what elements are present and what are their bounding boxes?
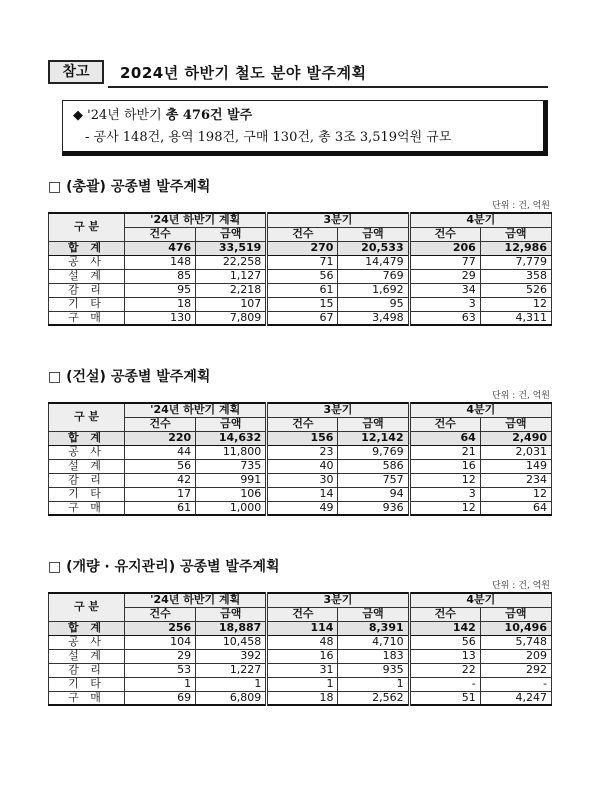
table-row xyxy=(49,255,552,269)
q3-amount-cell: 8,391 xyxy=(338,621,409,635)
q4-amount-cell: 4,247 xyxy=(480,691,551,705)
q4-count-cell: 21 xyxy=(409,445,480,459)
header-category: 구 분 xyxy=(49,403,125,431)
row-label: 설 계 xyxy=(49,649,125,663)
q3-count-cell: 114 xyxy=(267,621,338,635)
q4-count-cell: 64 xyxy=(409,431,480,445)
header-h2-plan: '24년 하반기 계획 xyxy=(125,213,267,227)
q4-amount-cell: 12 xyxy=(480,297,551,311)
q3-count-cell: 67 xyxy=(267,311,338,325)
header-category: 구 분 xyxy=(49,593,125,621)
table-row xyxy=(49,269,552,283)
q3-count-cell: 1 xyxy=(267,677,338,691)
q3-amount-cell: 586 xyxy=(338,459,409,473)
h2-amount-cell: 6,809 xyxy=(196,691,267,705)
q4-amount-cell: 526 xyxy=(480,283,551,297)
h2-amount-cell: 392 xyxy=(196,649,267,663)
h2-amount-cell: 14,632 xyxy=(196,431,267,445)
document-title: 2024년 하반기 철도 분야 발주계획 xyxy=(120,64,367,82)
q3-count-cell: 49 xyxy=(267,501,338,515)
q3-amount-cell: 2,562 xyxy=(338,691,409,705)
q4-count-cell: 77 xyxy=(409,255,480,269)
q4-count-cell: 56 xyxy=(409,635,480,649)
header-q3: 3분기 xyxy=(267,213,409,227)
header-amount: 금액 xyxy=(338,227,409,241)
q3-count-cell: 48 xyxy=(267,635,338,649)
table-row xyxy=(49,663,552,677)
h2-amount-cell: 1,227 xyxy=(196,663,267,677)
q4-count-cell: 12 xyxy=(409,473,480,487)
plan-table xyxy=(48,402,552,516)
q4-amount-cell: 2,031 xyxy=(480,445,551,459)
table-row xyxy=(49,649,552,663)
header-q3: 3분기 xyxy=(267,403,409,417)
q4-amount-cell: 4,311 xyxy=(480,311,551,325)
q3-amount-cell: 1 xyxy=(338,677,409,691)
summary-line-2: - 공사 148건, 용역 198건, 구매 130건, 총 3조 3,519억원 규모 xyxy=(85,130,452,145)
q3-amount-cell: 20,533 xyxy=(338,241,409,255)
q4-count-cell: 22 xyxy=(409,663,480,677)
h2-amount-cell: 1 xyxy=(196,677,267,691)
table-row xyxy=(49,297,552,311)
q4-count-cell: 206 xyxy=(409,241,480,255)
q3-count-cell: 30 xyxy=(267,473,338,487)
q4-count-cell: 3 xyxy=(409,487,480,501)
q4-amount-cell: 209 xyxy=(480,649,551,663)
header-amount: 금액 xyxy=(480,227,551,241)
header-q4: 4분기 xyxy=(409,213,551,227)
h2-count-cell: 256 xyxy=(125,621,196,635)
header-count: 건수 xyxy=(125,227,196,241)
q4-amount-cell: 10,496 xyxy=(480,621,551,635)
diamond-bullet-icon: ◆ xyxy=(73,108,83,123)
h2-amount-cell: 2,218 xyxy=(196,283,267,297)
q4-count-cell: 13 xyxy=(409,649,480,663)
table-row xyxy=(49,473,552,487)
q3-count-cell: 40 xyxy=(267,459,338,473)
header-q4: 4분기 xyxy=(409,403,551,417)
q4-count-cell: 51 xyxy=(409,691,480,705)
q4-amount-cell: 292 xyxy=(480,663,551,677)
row-label: 합 계 xyxy=(49,431,125,445)
h2-amount-cell: 735 xyxy=(196,459,267,473)
row-label: 합 계 xyxy=(49,241,125,255)
row-label: 공 사 xyxy=(49,635,125,649)
table-row xyxy=(49,431,552,445)
q3-amount-cell: 935 xyxy=(338,663,409,677)
q4-count-cell: 16 xyxy=(409,459,480,473)
q4-amount-cell: 149 xyxy=(480,459,551,473)
q3-count-cell: 71 xyxy=(267,255,338,269)
q4-count-cell: 29 xyxy=(409,269,480,283)
header-count: 건수 xyxy=(125,417,196,431)
h2-count-cell: 42 xyxy=(125,473,196,487)
reference-badge: 참고 xyxy=(48,60,104,84)
h2-count-cell: 44 xyxy=(125,445,196,459)
header-count: 건수 xyxy=(409,607,480,621)
row-label: 감 리 xyxy=(49,473,125,487)
row-label: 설 계 xyxy=(49,459,125,473)
row-label: 합 계 xyxy=(49,621,125,635)
row-label: 공 사 xyxy=(49,445,125,459)
h2-amount-cell: 1,127 xyxy=(196,269,267,283)
h2-count-cell: 220 xyxy=(125,431,196,445)
q3-amount-cell: 3,498 xyxy=(338,311,409,325)
section-title: □ (건설) 공종별 발주계획 xyxy=(48,369,211,385)
table-row xyxy=(49,311,552,325)
q3-amount-cell: 9,769 xyxy=(338,445,409,459)
q3-count-cell: 56 xyxy=(267,269,338,283)
h2-count-cell: 95 xyxy=(125,283,196,297)
h2-amount-cell: 10,458 xyxy=(196,635,267,649)
q4-amount-cell: 12 xyxy=(480,487,551,501)
header-category: 구 분 xyxy=(49,213,125,241)
table-row xyxy=(49,241,552,255)
unit-label: 단위 : 건, 억원 xyxy=(492,391,550,401)
q3-amount-cell: 94 xyxy=(338,487,409,501)
q3-count-cell: 156 xyxy=(267,431,338,445)
summary-box xyxy=(62,100,548,156)
q3-count-cell: 18 xyxy=(267,691,338,705)
header-count: 건수 xyxy=(409,227,480,241)
plan-table xyxy=(48,212,552,326)
row-label: 설 계 xyxy=(49,269,125,283)
h2-amount-cell: 33,519 xyxy=(196,241,267,255)
header-h2-plan: '24년 하반기 계획 xyxy=(125,593,267,607)
row-label: 기 타 xyxy=(49,487,125,501)
q4-count-cell: 142 xyxy=(409,621,480,635)
row-label: 구 매 xyxy=(49,691,125,705)
table-row xyxy=(49,635,552,649)
table-row xyxy=(49,283,552,297)
h2-amount-cell: 18,887 xyxy=(196,621,267,635)
plan-table xyxy=(48,592,552,706)
header-amount: 금액 xyxy=(338,607,409,621)
h2-amount-cell: 22,258 xyxy=(196,255,267,269)
q3-amount-cell: 14,479 xyxy=(338,255,409,269)
h2-count-cell: 69 xyxy=(125,691,196,705)
q4-amount-cell: - xyxy=(480,677,551,691)
q3-count-cell: 31 xyxy=(267,663,338,677)
title-underline xyxy=(108,86,548,88)
q4-amount-cell: 358 xyxy=(480,269,551,283)
table-row xyxy=(49,501,552,515)
h2-amount-cell: 107 xyxy=(196,297,267,311)
header-q4: 4분기 xyxy=(409,593,551,607)
header-h2-plan: '24년 하반기 계획 xyxy=(125,403,267,417)
summary-prefix: '24년 하반기 xyxy=(87,108,162,123)
row-label: 구 매 xyxy=(49,501,125,515)
section-title: □ (개량 · 유지관리) 공종별 발주계획 xyxy=(48,559,280,575)
q4-amount-cell: 234 xyxy=(480,473,551,487)
q4-amount-cell: 7,779 xyxy=(480,255,551,269)
h2-amount-cell: 7,809 xyxy=(196,311,267,325)
q3-amount-cell: 12,142 xyxy=(338,431,409,445)
h2-count-cell: 130 xyxy=(125,311,196,325)
row-label: 구 매 xyxy=(49,311,125,325)
q3-amount-cell: 1,692 xyxy=(338,283,409,297)
h2-amount-cell: 106 xyxy=(196,487,267,501)
q3-count-cell: 16 xyxy=(267,649,338,663)
row-label: 감 리 xyxy=(49,663,125,677)
header-amount: 금액 xyxy=(480,607,551,621)
header-count: 건수 xyxy=(267,227,338,241)
header-count: 건수 xyxy=(267,607,338,621)
row-label: 기 타 xyxy=(49,677,125,691)
q3-amount-cell: 936 xyxy=(338,501,409,515)
q3-count-cell: 270 xyxy=(267,241,338,255)
q3-amount-cell: 183 xyxy=(338,649,409,663)
q3-amount-cell: 757 xyxy=(338,473,409,487)
document-title-row xyxy=(48,60,548,88)
table-row xyxy=(49,487,552,501)
header-amount: 금액 xyxy=(480,417,551,431)
h2-amount-cell: 1,000 xyxy=(196,501,267,515)
h2-count-cell: 18 xyxy=(125,297,196,311)
summary-total: 총 476건 발주 xyxy=(165,108,253,123)
table-row xyxy=(49,621,552,635)
table-row xyxy=(49,691,552,705)
q3-amount-cell: 769 xyxy=(338,269,409,283)
table-row xyxy=(49,677,552,691)
header-amount: 금액 xyxy=(196,417,267,431)
unit-label: 단위 : 건, 억원 xyxy=(492,201,550,211)
summary-line-1 xyxy=(73,105,533,127)
row-label: 기 타 xyxy=(49,297,125,311)
h2-count-cell: 148 xyxy=(125,255,196,269)
row-label: 감 리 xyxy=(49,283,125,297)
h2-count-cell: 104 xyxy=(125,635,196,649)
section-title: □ (총괄) 공종별 발주계획 xyxy=(48,179,211,195)
h2-amount-cell: 991 xyxy=(196,473,267,487)
q4-amount-cell: 12,986 xyxy=(480,241,551,255)
q4-count-cell: 34 xyxy=(409,283,480,297)
table-row xyxy=(49,459,552,473)
q3-count-cell: 15 xyxy=(267,297,338,311)
header-count: 건수 xyxy=(409,417,480,431)
header-amount: 금액 xyxy=(338,417,409,431)
q3-count-cell: 61 xyxy=(267,283,338,297)
row-label: 공 사 xyxy=(49,255,125,269)
h2-count-cell: 1 xyxy=(125,677,196,691)
q4-count-cell: 3 xyxy=(409,297,480,311)
q3-amount-cell: 95 xyxy=(338,297,409,311)
q4-amount-cell: 5,748 xyxy=(480,635,551,649)
table-row xyxy=(49,445,552,459)
h2-count-cell: 85 xyxy=(125,269,196,283)
q4-count-cell: - xyxy=(409,677,480,691)
h2-amount-cell: 11,800 xyxy=(196,445,267,459)
q4-amount-cell: 64 xyxy=(480,501,551,515)
q4-count-cell: 63 xyxy=(409,311,480,325)
unit-label: 단위 : 건, 억원 xyxy=(492,581,550,591)
q3-count-cell: 14 xyxy=(267,487,338,501)
h2-count-cell: 476 xyxy=(125,241,196,255)
q3-amount-cell: 4,710 xyxy=(338,635,409,649)
h2-count-cell: 53 xyxy=(125,663,196,677)
q3-count-cell: 23 xyxy=(267,445,338,459)
h2-count-cell: 29 xyxy=(125,649,196,663)
header-count: 건수 xyxy=(267,417,338,431)
header-q3: 3분기 xyxy=(267,593,409,607)
header-amount: 금액 xyxy=(196,227,267,241)
h2-count-cell: 61 xyxy=(125,501,196,515)
header-count: 건수 xyxy=(125,607,196,621)
q4-count-cell: 12 xyxy=(409,501,480,515)
h2-count-cell: 56 xyxy=(125,459,196,473)
h2-count-cell: 17 xyxy=(125,487,196,501)
header-amount: 금액 xyxy=(196,607,267,621)
q4-amount-cell: 2,490 xyxy=(480,431,551,445)
